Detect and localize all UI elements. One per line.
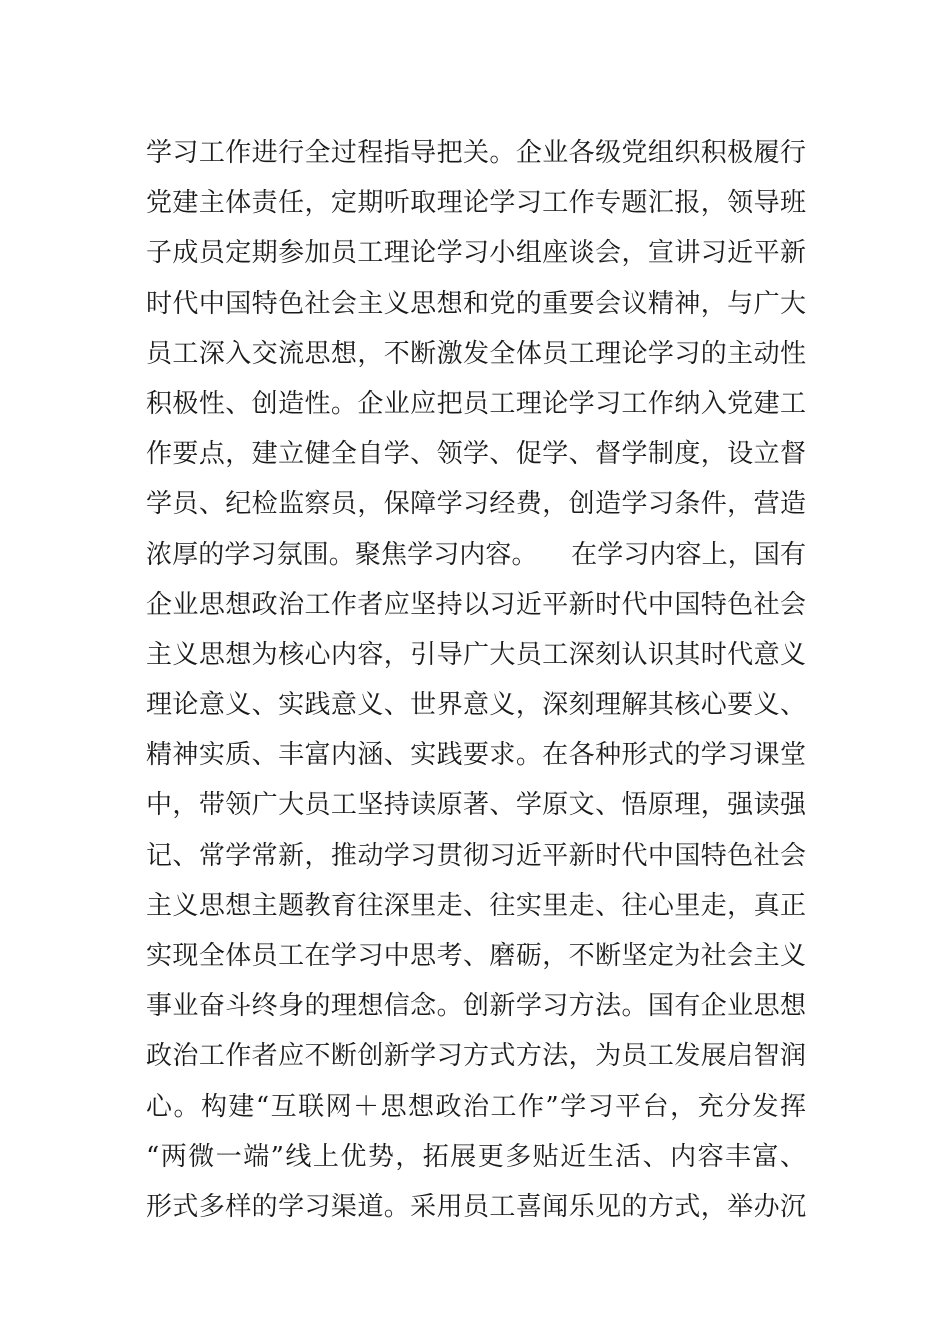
- text-line: 浓厚的学习氛围。聚焦学习内容。 在学习内容上，国有: [146, 539, 806, 570]
- text-line: 中，带领广大员工坚持读原著、学原文、悟原理，强读强: [146, 790, 806, 821]
- text-line: 子成员定期参加员工理论学习小组座谈会，宣讲习近平新: [146, 238, 806, 269]
- text-line: 积极性、创造性。企业应把员工理论学习工作纳入党建工: [146, 388, 806, 419]
- text-line: “两微一端”线上优势，拓展更多贴近生活、内容丰富、: [146, 1141, 806, 1172]
- text-line: 学员、纪检监察员，保障学习经费，创造学习条件，营造: [146, 489, 806, 520]
- text-line: 主义思想为核心内容，引导广大员工深刻认识其时代意义: [146, 639, 806, 670]
- text-line: 理论意义、实践意义、世界意义，深刻理解其核心要义、: [146, 690, 806, 721]
- text-line: 记、常学常新，推动学习贯彻习近平新时代中国特色社会: [146, 840, 806, 871]
- text-line: 作要点，建立健全自学、领学、促学、督学制度，设立督: [146, 439, 806, 470]
- text-line: 政治工作者应不断创新学习方式方法，为员工发展启智润: [146, 1041, 806, 1072]
- text-line: 员工深入交流思想，不断激发全体员工理论学习的主动性: [146, 338, 806, 369]
- text-line: 企业思想政治工作者应坚持以习近平新时代中国特色社会: [146, 589, 806, 620]
- text-line: 实现全体员工在学习中思考、磨砺，不断坚定为社会主义: [146, 941, 806, 971]
- text-line: 精神实质、丰富内涵、实践要求。在各种形式的学习课堂: [146, 740, 806, 771]
- text-line: 主义思想主题教育往深里走、往实里走、往心里走，真正: [146, 890, 806, 921]
- text-line: 时代中国特色社会主义思想和党的重要会议精神，与广大: [146, 288, 806, 319]
- text-line: 学习工作进行全过程指导把关。企业各级党组织积极履行: [146, 138, 806, 168]
- text-line: 党建主体责任，定期听取理论学习工作专题汇报，领导班: [146, 188, 806, 219]
- text-line: 心。构建“互联网＋思想政治工作”学习平台，充分发挥: [146, 1091, 806, 1122]
- text-line: 形式多样的学习渠道。采用员工喜闻乐见的方式，举办沉: [146, 1191, 806, 1222]
- text-line: 事业奋斗终身的理想信念。创新学习方法。国有企业思想: [146, 991, 806, 1022]
- body-text: [146, 128, 806, 1232]
